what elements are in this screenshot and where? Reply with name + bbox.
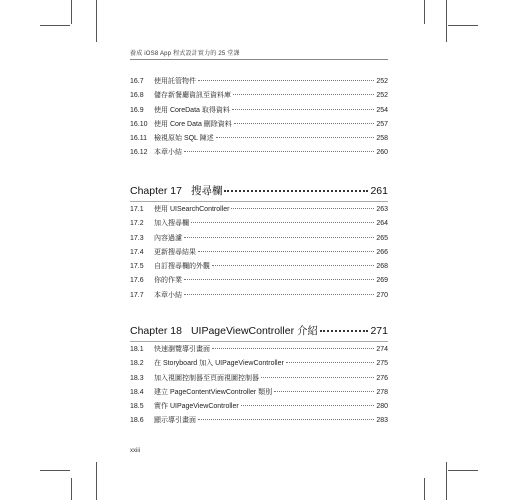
crop-mark	[446, 0, 447, 42]
entry-number: 17.7	[130, 291, 144, 299]
entry-number: 16.7	[130, 78, 144, 85]
entry-title: 檢視原始 SQL 陳述	[154, 135, 214, 143]
entry-page: 270	[376, 291, 388, 299]
crop-mark	[424, 0, 425, 24]
running-header: 養成 iOS8 App 程式設計實力的 25 堂課	[130, 51, 240, 57]
chapter-rule	[130, 201, 388, 202]
entry-number: 17.5	[130, 263, 144, 271]
crop-mark	[424, 478, 425, 500]
entry-page: 264	[376, 220, 388, 228]
entry-page: 263	[376, 206, 388, 213]
toc-entry[interactable]	[130, 290, 388, 304]
entry-number: 16.12	[130, 149, 148, 157]
entry-number: 17.2	[130, 220, 144, 228]
dot-leader	[216, 137, 375, 138]
toc-entry[interactable]	[130, 119, 388, 133]
entry-number: 17.3	[130, 234, 144, 242]
entry-page: 275	[376, 360, 388, 368]
toc-entry[interactable]	[130, 373, 388, 387]
toc-entry[interactable]	[130, 90, 388, 104]
entry-number: 16.8	[130, 92, 144, 100]
crop-mark	[71, 0, 72, 24]
entry-page: 283	[376, 417, 388, 425]
entry-number: 18.6	[130, 417, 144, 425]
entry-title: 更新搜尋結果	[154, 248, 196, 256]
dot-leader	[198, 251, 374, 252]
dot-leader	[224, 190, 368, 192]
entry-number: 17.4	[130, 248, 144, 256]
crop-mark	[71, 478, 72, 500]
entry-title: 使用託管物件	[154, 78, 196, 85]
toc-entry[interactable]	[130, 387, 388, 401]
entry-title: 加入搜尋欄	[154, 220, 189, 228]
entry-page: 257	[376, 120, 388, 128]
entry-page: 266	[376, 248, 388, 256]
chapter-page: 271	[370, 325, 388, 337]
chapter-label: Chapter 17	[130, 185, 182, 197]
toc-entry[interactable]	[130, 76, 388, 90]
chapter-rule	[130, 341, 388, 342]
entry-page: 260	[376, 149, 388, 157]
entry-page: 254	[376, 106, 388, 114]
entry-title: 實作 UIPageViewController	[154, 403, 239, 411]
entry-title: 本章小結	[154, 149, 182, 157]
toc-entry[interactable]	[130, 105, 388, 119]
page-number: xxiii	[130, 448, 140, 454]
dot-leader	[241, 405, 375, 406]
dot-leader	[198, 419, 374, 420]
entry-title: 使用 UISearchController	[154, 206, 230, 213]
toc-entry[interactable]	[130, 275, 388, 289]
entry-title: 自訂搜尋欄的外觀	[154, 263, 210, 271]
crop-mark	[96, 0, 97, 42]
entry-page: 276	[376, 374, 388, 382]
dot-leader	[234, 123, 375, 124]
entry-page: 269	[376, 277, 388, 285]
chapter-title: 搜尋欄	[190, 185, 223, 197]
dot-leader	[198, 80, 374, 81]
entry-page: 252	[376, 92, 388, 100]
dot-leader	[320, 330, 368, 332]
entry-page: 265	[376, 234, 388, 242]
header-rule	[130, 59, 388, 60]
dot-leader	[184, 294, 374, 295]
entry-title: 你的作業	[154, 277, 182, 285]
toc-entry[interactable]	[130, 233, 388, 247]
entry-title: 使用 Core Data 刪除資料	[154, 120, 232, 128]
chapter-label: Chapter 18	[130, 325, 182, 337]
crop-mark	[40, 25, 70, 26]
entry-number: 18.1	[130, 346, 144, 353]
dot-leader	[231, 208, 374, 209]
entry-page: 268	[376, 263, 388, 271]
entry-title: 快速瀏覽導引畫面	[154, 346, 210, 353]
entry-title: 本章小結	[154, 291, 182, 299]
toc-entry[interactable]	[130, 218, 388, 232]
toc-entry[interactable]	[130, 204, 388, 218]
entry-number: 16.11	[130, 135, 147, 143]
dot-leader	[212, 348, 374, 349]
dot-leader	[191, 222, 374, 223]
entry-page: 274	[376, 346, 388, 353]
entry-title: 在 Storyboard 加入 UIPageViewController	[154, 360, 284, 368]
toc-section-chapter-17	[130, 183, 388, 304]
chapter-heading[interactable]	[130, 323, 388, 338]
entry-title: 顯示導引畫面	[154, 417, 196, 425]
toc-section-chapter-18	[130, 323, 388, 430]
entry-page: 252	[376, 78, 388, 85]
entry-page: 258	[376, 135, 388, 143]
entry-number: 16.9	[130, 106, 144, 114]
entry-page: 280	[376, 403, 388, 411]
crop-mark	[446, 462, 447, 500]
entry-number: 17.6	[130, 277, 144, 285]
entry-title: 加入視圖控制器至頁面視圖控制器	[154, 374, 259, 382]
toc-entry[interactable]	[130, 261, 388, 275]
entry-title: 使用 CoreData 取得資料	[154, 106, 230, 114]
entry-number: 18.3	[130, 374, 144, 382]
entry-title: 建立 PageContentViewController 類別	[154, 388, 273, 396]
crop-mark	[448, 25, 478, 26]
crop-mark	[40, 470, 70, 471]
toc-entry[interactable]	[130, 401, 388, 415]
entry-number: 17.1	[130, 206, 144, 213]
toc-section-chapter-16	[130, 76, 388, 162]
dot-leader	[233, 94, 374, 95]
dot-leader	[286, 362, 374, 363]
entry-number: 18.2	[130, 360, 144, 368]
toc-entry[interactable]	[130, 415, 388, 429]
dot-leader	[261, 377, 374, 378]
toc-entry[interactable]	[130, 247, 388, 261]
dot-leader	[184, 151, 374, 152]
entry-page: 278	[376, 388, 388, 396]
dot-leader	[212, 265, 374, 266]
dot-leader	[274, 391, 374, 392]
crop-mark	[96, 462, 97, 500]
entry-number: 16.10	[130, 120, 148, 128]
entry-number: 18.5	[130, 403, 144, 411]
chapter-page: 261	[370, 185, 388, 197]
entry-number: 18.4	[130, 388, 144, 396]
entry-title: 儲存新餐廳資訊至資料庫	[154, 92, 231, 100]
entry-title: 內容過濾	[154, 234, 182, 242]
toc-entry[interactable]	[130, 358, 388, 372]
dot-leader	[232, 109, 374, 110]
toc-entry[interactable]	[130, 344, 388, 358]
toc-entry[interactable]	[130, 133, 388, 147]
toc-entry[interactable]	[130, 147, 388, 161]
dot-leader	[184, 237, 374, 238]
dot-leader	[184, 279, 374, 280]
chapter-heading[interactable]	[130, 183, 388, 198]
crop-mark	[448, 470, 478, 471]
chapter-title: UIPageViewController 介紹	[190, 325, 318, 337]
